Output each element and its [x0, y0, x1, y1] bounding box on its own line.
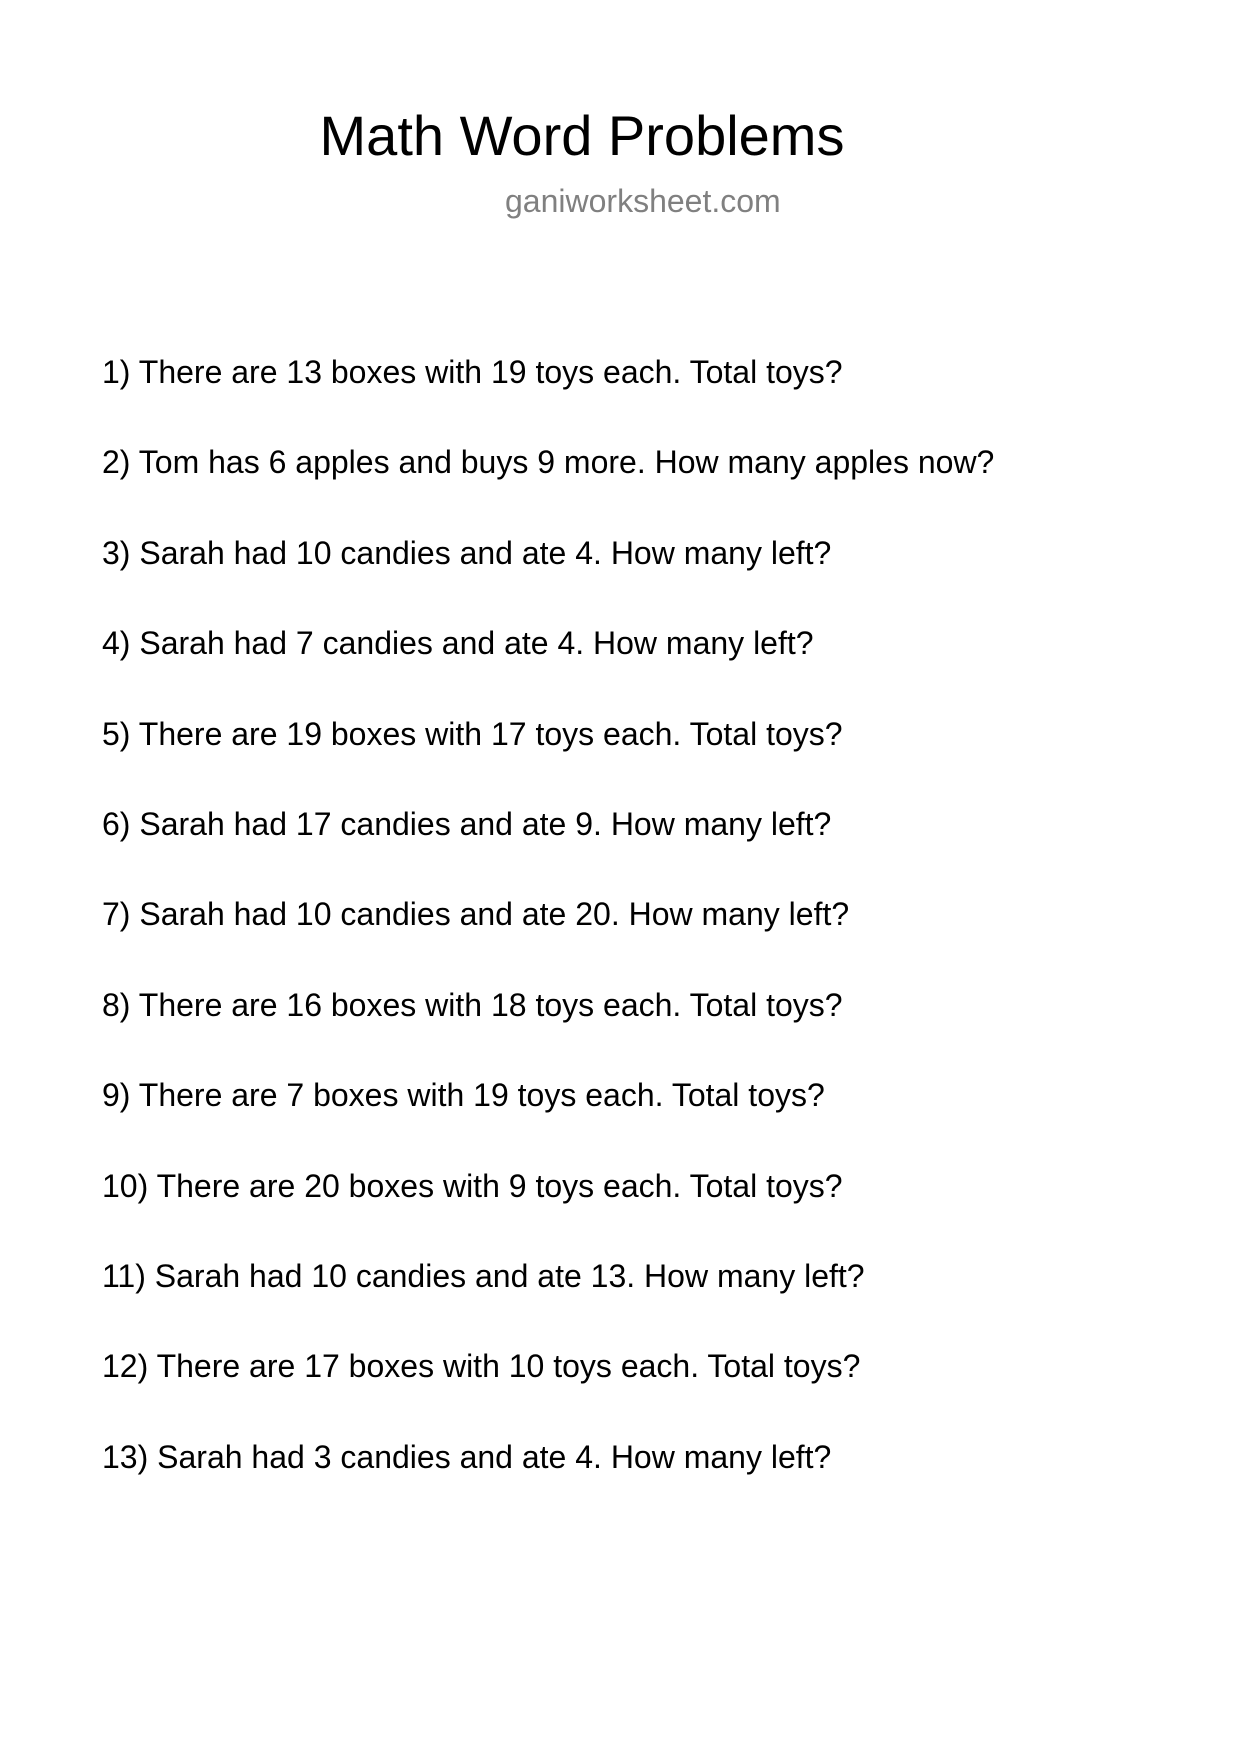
problem-item: 9) There are 7 boxes with 19 toys each. Total toys? [102, 1077, 825, 1114]
problem-item: 10) There are 20 boxes with 9 toys each. Total toys? [102, 1167, 843, 1204]
problem-item: 13) Sarah had 3 candies and ate 4. How many left? [102, 1438, 832, 1475]
problem-item: 6) Sarah had 17 candies and ate 9. How many left? [102, 805, 832, 842]
problem-item: 8) There are 16 boxes with 18 toys each. Total toys? [102, 986, 843, 1023]
problem-item: 1) There are 13 boxes with 19 toys each. Total toys? [102, 354, 843, 390]
problem-item: 5) There are 19 boxes with 17 toys each. Total toys? [102, 715, 843, 752]
problem-list [102, 352, 1202, 1527]
page-title: Math Word Problems [319, 104, 845, 167]
problem-item: 2) Tom has 6 apples and buys 9 more. How many apples now? [102, 444, 995, 481]
problem-item: 11) Sarah had 10 candies and ate 13. How many left? [102, 1257, 865, 1294]
problem-item: 4) Sarah had 7 candies and ate 4. How many left? [102, 625, 814, 662]
site-url: ganiworksheet.com [505, 183, 781, 219]
problem-item: 12) There are 17 boxes with 10 toys each. Total toys? [102, 1348, 861, 1385]
problem-item: 7) Sarah had 10 candies and ate 20. How many left? [102, 896, 850, 933]
problem-item: 3) Sarah had 10 candies and ate 4. How many left? [102, 534, 832, 571]
